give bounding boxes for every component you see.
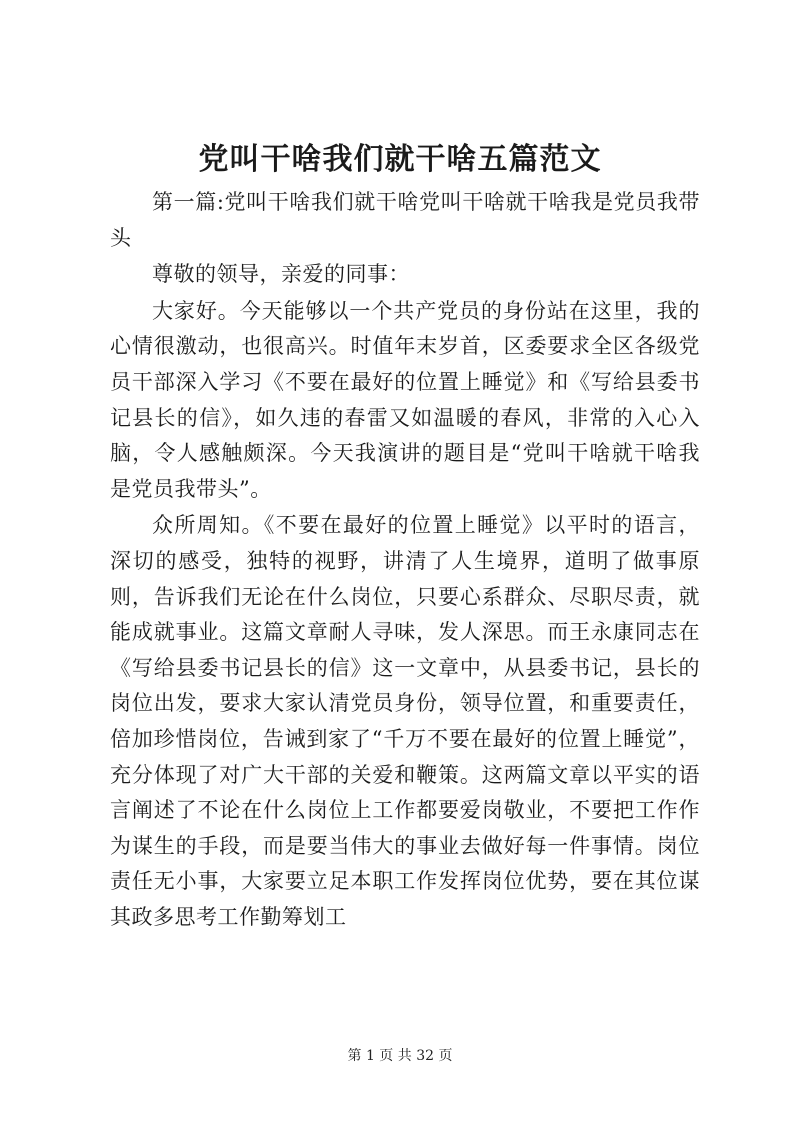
document-title: 党叫干啥我们就干啥五篇范文 xyxy=(198,142,602,177)
paragraph-main: 众所周知。《不要在最好的位置上睡觉》以平时的语言，深切的感受，独特的视野，讲清了人生境界，道明了做事原则，告诉我们无论在什么岗位，只要心系群众、尽职尽责，就能成就事业。这篇文章耐人寻味，发人深思。而王永康同志在《写给县委书记县长的信》这一文章中，从县委书记，县长的岗位出发，要求大家认清党员身份，领导位置，和重要责任，倍加珍惜岗位，告诫到家了“千万不要在最好的位置上睡觉”，充分体现了对广大干部的关爱和鞭策。这两篇文章以平实的语言阐述了不论在什么岗位上工作都要爱岗敬业，不要把工作作为谋生的手段，而是要当伟大的事业去做好每一件事情。岗位责任无小事，大家要立足本职工作发挥岗位优势，要在其位谋其政多思考工作勤筹划工 xyxy=(110,513,700,929)
document-body xyxy=(110,185,700,935)
paragraph-intro: 大家好。今天能够以一个共产党员的身份站在这里，我的心情很激动，也很高兴。时值年末岁首，区委要求全区各级党员干部深入学习《不要在最好的位置上睡觉》和《写给县委书记县长的信》，如久违的春雷又如温暖的春风，非常的入心入脑，令人感触颇深。今天我演讲的题目是“党叫干啥就干啥我是党员我带头”。 xyxy=(110,298,700,501)
page-footer: 第 1 页 共 32 页 xyxy=(347,1048,453,1064)
paragraph-heading: 第一篇:党叫干啥我们就干啥党叫干啥就干啥我是党员我带头 xyxy=(110,190,700,250)
paragraph-salutation: 尊敬的领导，亲爱的同事： xyxy=(152,262,410,287)
